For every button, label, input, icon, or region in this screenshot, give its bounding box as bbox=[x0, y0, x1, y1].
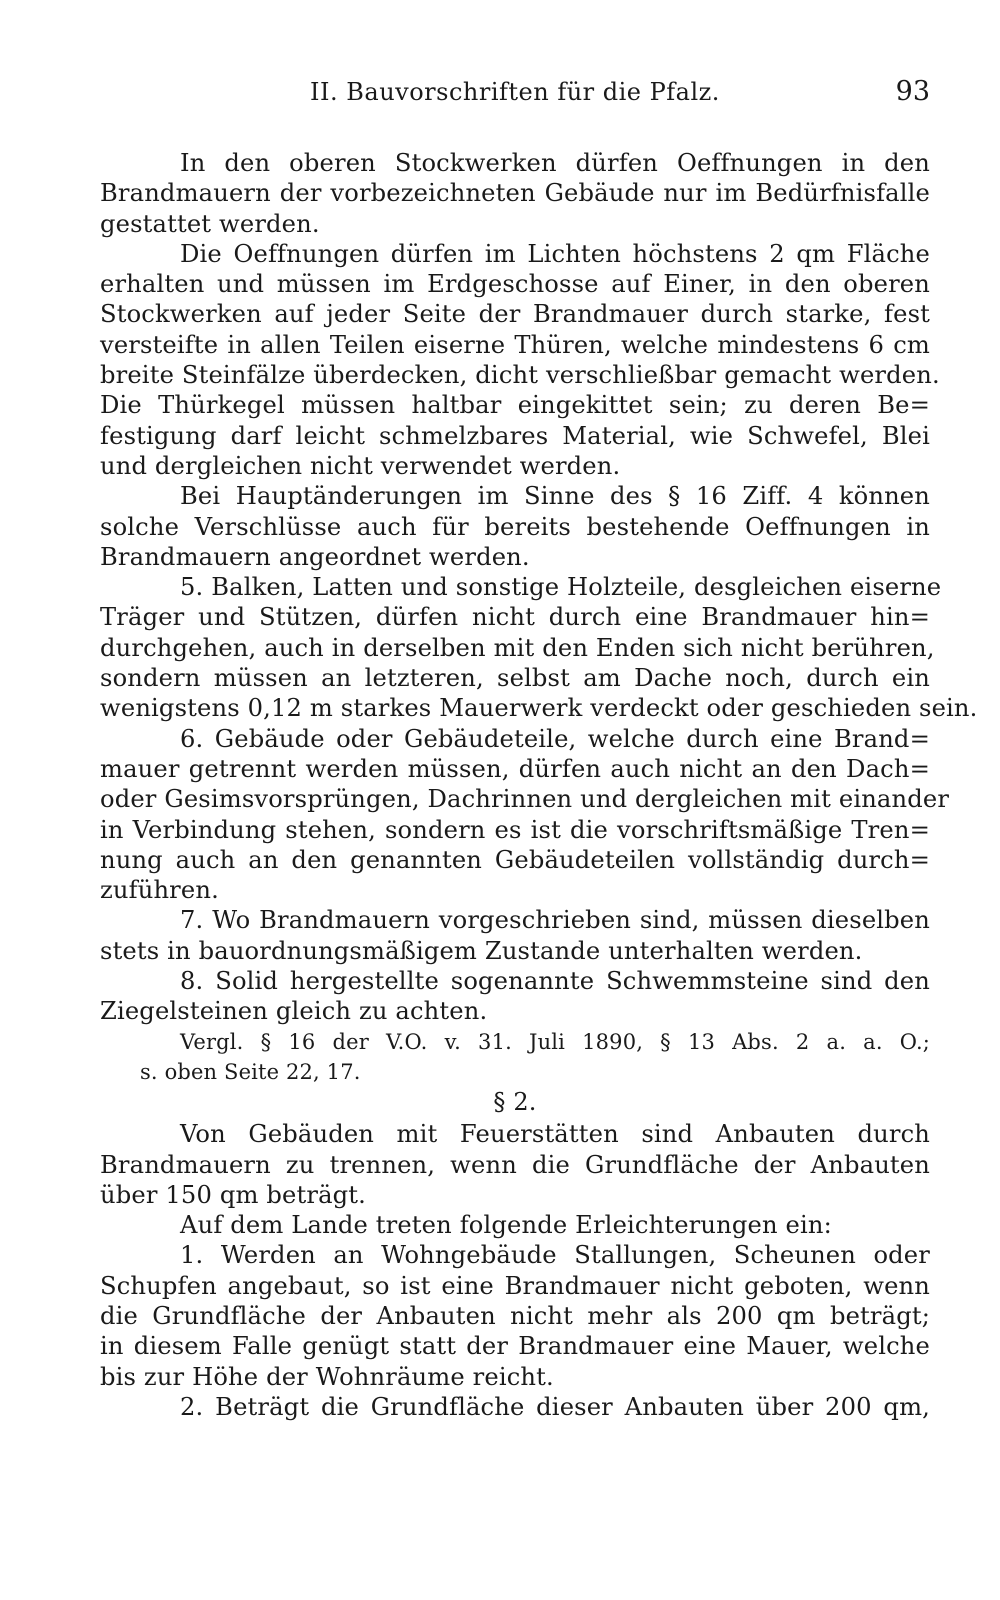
text-line: 2. Beträgt die Grundfläche dieser Anbauten über 200 qm, bbox=[180, 1392, 930, 1421]
text-line: nung auch an den genannten Gebäudeteilen vollständig durch= bbox=[100, 845, 930, 874]
text-line: breite Steinfälze überdecken, dicht verschließbar gemacht werden. bbox=[100, 361, 940, 390]
text-line: in Verbindung stehen, sondern es ist die vorschriftsmäßige Tren= bbox=[100, 815, 930, 844]
text-line: Schupfen angebaut, so ist eine Brandmauer nicht geboten, wenn bbox=[100, 1271, 930, 1300]
text-line: die Grundfläche der Anbauten nicht mehr als 200 qm beträgt; bbox=[100, 1301, 930, 1330]
text-line: durchgehen, auch in derselben mit den Enden sich nicht berühren, bbox=[100, 633, 935, 662]
text-line: 8. Solid hergestellte sogenannte Schwemmsteine sind den bbox=[180, 967, 930, 996]
text-line: oder Gesimsvorsprüngen, Dachrinnen und dergleichen mit einander bbox=[100, 785, 950, 814]
text-line: festigung darf leicht schmelzbares Material, wie Schwefel, Blei bbox=[100, 421, 930, 450]
text-line: In den oberen Stockwerken dürfen Oeffnungen in den bbox=[180, 149, 930, 177]
text-line: Stockwerken auf jeder Seite der Brandmauer durch starke, fest bbox=[100, 300, 930, 329]
section-heading: § 2. bbox=[493, 1088, 537, 1117]
text-line: und dergleichen nicht verwendet werden. bbox=[100, 451, 621, 480]
text-line: Von Gebäuden mit Feuerstätten sind Anbauten durch bbox=[180, 1120, 930, 1149]
running-head: II. Bauvorschriften für die Pfalz. bbox=[310, 78, 720, 106]
text-line: Ziegelsteinen gleich zu achten. bbox=[100, 997, 488, 1026]
page-number: 93 bbox=[895, 76, 930, 107]
text-line: Brandmauern zu trennen, wenn die Grundfläche der Anbauten bbox=[100, 1150, 930, 1179]
text-line: stets in bauordnungsmäßigem Zustande unterhalten werden. bbox=[100, 936, 863, 965]
text-line: bis zur Höhe der Wohnräume reicht. bbox=[100, 1362, 554, 1391]
text-line: 7. Wo Brandmauern vorgeschrieben sind, müssen dieselben bbox=[180, 906, 930, 935]
text-line: zuführen. bbox=[100, 876, 219, 905]
text-line: Brandmauern der vorbezeichneten Gebäude nur im Bedürfnisfalle bbox=[100, 179, 930, 208]
text-line: Träger und Stützen, dürfen nicht durch eine Brandmauer hin= bbox=[100, 603, 930, 632]
text-line: wenigstens 0,12 m starkes Mauerwerk verdeckt oder geschieden sein. bbox=[100, 694, 978, 723]
text-line: 1. Werden an Wohngebäude Stallungen, Scheunen oder bbox=[180, 1241, 930, 1270]
text-line: Die Thürkegel müssen haltbar eingekittet sein; zu deren Be= bbox=[100, 391, 930, 420]
text-line: erhalten und müssen im Erdgeschosse auf Einer, in den oberen bbox=[100, 270, 930, 299]
text-line: Bei Hauptänderungen im Sinne des § 16 Ziff. 4 können bbox=[180, 482, 930, 511]
text-line: mauer getrennt werden müssen, dürfen auch nicht an den Dach= bbox=[100, 754, 930, 783]
text-line: Vergl. § 16 der V.O. v. 31. Juli 1890, § 13 Abs. 2 a. a. O.; bbox=[180, 1029, 930, 1054]
text-line: 5. Balken, Latten und sonstige Holzteile, desgleichen eiserne bbox=[180, 573, 942, 602]
text-line: Die Oeffnungen dürfen im Lichten höchstens 2 qm Fläche bbox=[180, 239, 930, 268]
body-text bbox=[100, 148, 978, 1422]
text-line: gestattet werden. bbox=[100, 209, 320, 238]
text-line: solche Verschlüsse auch für bereits bestehende Oeffnungen in bbox=[100, 512, 930, 541]
text-line: sondern müssen an letzteren, selbst am Dache noch, durch ein bbox=[100, 664, 930, 693]
text-line: Auf dem Lande treten folgende Erleichterungen ein: bbox=[180, 1211, 832, 1240]
text-line: versteifte in allen Teilen eiserne Thüren, welche mindestens 6 cm bbox=[100, 330, 930, 359]
page-header bbox=[100, 72, 930, 116]
text-line: über 150 qm beträgt. bbox=[100, 1180, 366, 1209]
text-line: in diesem Falle genügt statt der Brandmauer eine Mauer, welche bbox=[100, 1332, 930, 1361]
text-line: s. oben Seite 22, 17. bbox=[140, 1059, 361, 1084]
text-line: 6. Gebäude oder Gebäudeteile, welche durch eine Brand= bbox=[180, 724, 930, 753]
text-line: Brandmauern angeordnet werden. bbox=[100, 542, 530, 571]
